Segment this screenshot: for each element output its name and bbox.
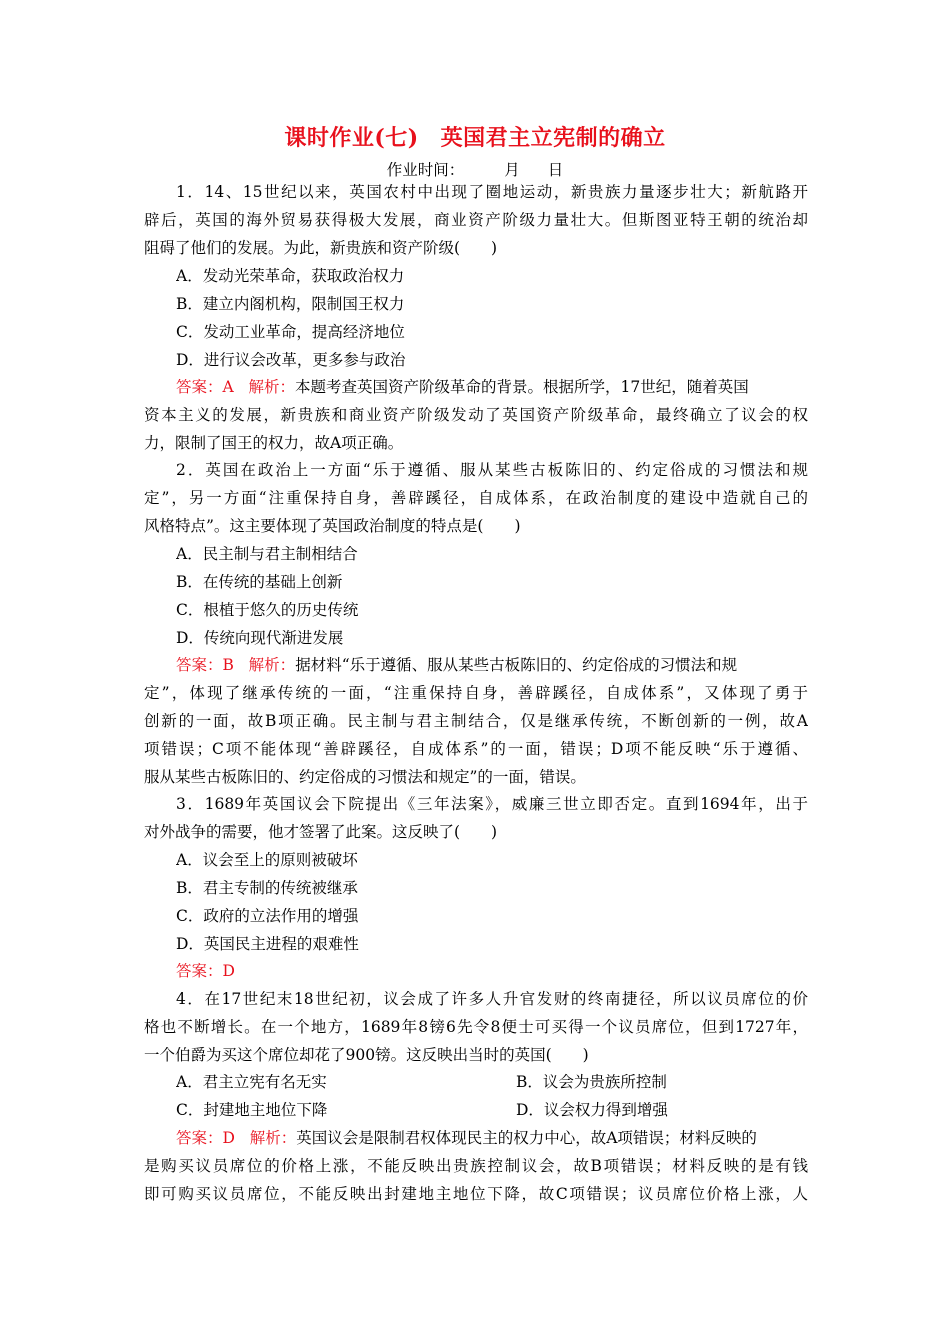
q3-option-b: B．君主专制的传统被继承 bbox=[176, 879, 358, 897]
analysis-text: 据材料“乐于遵循、服从某些古板陈旧的、约定俗成的习惯法和规 bbox=[295, 656, 738, 674]
q4-analysis-line: 即可购买议员席位，不能反映出封建地主地位下降，故C项错误；议员席位价格上涨，人 bbox=[144, 1185, 808, 1203]
answer-label: 答案：D bbox=[176, 962, 235, 980]
q1-stem-line: 阻碍了他们的发展。为此，新贵族和资产阶级( ) bbox=[144, 239, 498, 257]
analysis-text: 本题考查英国资产阶级革命的背景。根据所学，17世纪，随着英国 bbox=[295, 378, 749, 396]
date-label: 作业时间： bbox=[386, 161, 465, 179]
q4-option-c: C．封建地主地位下降 bbox=[176, 1101, 328, 1119]
q1-analysis-line: 力，限制了国王的权力，故A项正确。 bbox=[144, 434, 404, 452]
q4-option-b: B．议会为贵族所控制 bbox=[516, 1073, 667, 1091]
q2-analysis-line: 项错误；C项不能体现“善辟蹊径，自成体系”的一面，错误；D项不能反映“乐于遵循、 bbox=[144, 740, 808, 758]
q1-option-b: B．建立内阁机构，限制国王权力 bbox=[176, 295, 405, 313]
q3-answer-line bbox=[176, 961, 808, 981]
q4-stem-line: 一个伯爵为买这个席位却花了900镑。这反映出当时的英国( ) bbox=[144, 1046, 589, 1064]
analysis-label: 解析： bbox=[248, 656, 296, 674]
q2-analysis-line: 创新的一面，故B项正确。民主制与君主制结合，仅是继承传统，不断创新的一例，故A bbox=[144, 712, 808, 730]
page-title bbox=[0, 121, 950, 152]
q2-stem-line: 定”，另一方面“注重保持自身，善辟蹊径，自成体系，在政治制度的建设中造就自己的 bbox=[144, 489, 808, 507]
q1-analysis-line: 资本主义的发展，新贵族和商业资产阶级发动了英国资产阶级革命，最终确立了议会的权 bbox=[144, 406, 808, 424]
q2-option-d: D．传统向现代渐进发展 bbox=[176, 629, 344, 647]
date-line bbox=[0, 158, 950, 180]
q2-option-b: B．在传统的基础上创新 bbox=[176, 573, 343, 591]
q2-stem-line: 2．英国在政治上一方面“乐于遵循、服从某些古板陈旧的、约定俗成的习惯法和规 bbox=[176, 461, 808, 479]
q3-stem-line: 3．1689年英国议会下院提出《三年法案》，威廉三世立即否定。直到1694年，出于 bbox=[176, 795, 808, 813]
q2-option-a: A．民主制与君主制相结合 bbox=[176, 545, 358, 563]
q1-answer-line bbox=[176, 377, 808, 397]
q1-option-d: D．进行议会改革，更多参与政治 bbox=[176, 351, 406, 369]
q3-option-c: C．政府的立法作用的增强 bbox=[176, 907, 359, 925]
q4-option-d: D．议会权力得到增强 bbox=[516, 1101, 668, 1119]
q3-option-a: A．议会至上的原则被破坏 bbox=[176, 851, 358, 869]
q2-analysis-line: 服从某些古板陈旧的、约定俗成的习惯法和规定”的一面，错误。 bbox=[144, 768, 586, 786]
q4-answer-line bbox=[176, 1128, 808, 1148]
q4-option-a: A．君主立宪有名无实 bbox=[176, 1073, 327, 1091]
answer-label: 答案：A bbox=[176, 378, 234, 396]
title-sub: 英国君主立宪制的确立 bbox=[440, 125, 666, 151]
q3-option-d: D．英国民主进程的艰难性 bbox=[176, 935, 359, 953]
answer-label: 答案：B bbox=[176, 656, 234, 674]
q4-stem-line: 4．在17世纪末18世纪初，议会成了许多人升官发财的终南捷径，所以议员席位的价 bbox=[176, 990, 808, 1008]
q1-option-a: A．发动光荣革命，获取政治权力 bbox=[176, 267, 405, 285]
q1-option-c: C．发动工业革命，提高经济地位 bbox=[176, 323, 405, 341]
analysis-label: 解析： bbox=[249, 1129, 297, 1147]
date-month: 月 bbox=[504, 161, 520, 179]
q4-stem-line: 格也不断增长。在一个地方，1689年8镑6先令8便士可买得一个议员席位，但到1727年， bbox=[144, 1018, 808, 1036]
answer-label: 答案：D bbox=[176, 1129, 235, 1147]
q2-analysis-line: 定”，体现了继承传统的一面，“注重保持自身，善辟蹊径，自成体系”，又体现了勇于 bbox=[144, 684, 808, 702]
q4-analysis-line: 是购买议员席位的价格上涨，不能反映出贵族控制议会，故B项错误；材料反映的是有钱 bbox=[144, 1157, 808, 1175]
q1-stem-line: 1．14、15世纪以来，英国农村中出现了圈地运动，新贵族力量逐步壮大；新航路开 bbox=[176, 183, 808, 201]
q2-stem-line: 风格特点”。这主要体现了英国政治制度的特点是( ) bbox=[144, 517, 521, 535]
date-day: 日 bbox=[547, 161, 564, 179]
q1-stem-line: 辟后，英国的海外贸易获得极大发展，商业资产阶级力量壮大。但斯图亚特王朝的统治却 bbox=[144, 211, 808, 229]
q2-option-c: C．根植于悠久的历史传统 bbox=[176, 601, 359, 619]
analysis-label: 解析： bbox=[248, 378, 295, 396]
q3-stem-line: 对外战争的需要，他才签署了此案。这反映了( ) bbox=[144, 823, 498, 841]
q2-answer-line bbox=[176, 655, 808, 675]
title-main: 课时作业(七) bbox=[284, 125, 419, 151]
analysis-text: 英国议会是限制君权体现民主的权力中心，故A项错误；材料反映的 bbox=[296, 1129, 757, 1147]
